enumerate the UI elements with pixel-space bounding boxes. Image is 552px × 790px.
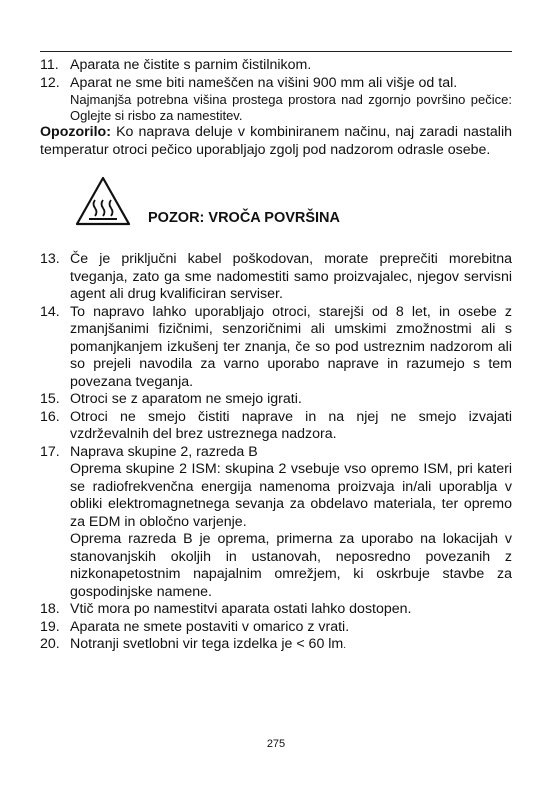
list-item-17 (40, 444, 512, 602)
list-item-11 (40, 57, 512, 75)
item-text: Otroci ne smejo čistiti naprave in na njej ne smejo izvajati vzdrževalnih del brez ustreznega nadzora. (70, 408, 512, 442)
warning-text: Ko naprava deluje v kombiniranem načinu, naj zaradi nastalih temperatur otroci pečico uporabljajo zgolj pod nadzorom odrasle osebe. (40, 124, 512, 158)
item-number: 18. (40, 601, 60, 617)
item-note: Najmanjša potrebna višina prostega prostora nad zgornjo površino pečice: Oglejte si risbo za namestitev. (70, 92, 512, 123)
item-text: Če je priključni kabel poškodovan, morate preprečiti morebitna tveganja, zato ga sme nadomestiti samo proizvajalec, njegov servisni agent ali drug kvalificiran serviser. (70, 251, 512, 302)
item-body (70, 75, 512, 125)
list-item-19 (40, 619, 512, 637)
item-title: Naprava skupine 2, razreda B (70, 443, 258, 460)
item-text: Notranji svetlobni vir tega izdelka je < 60 lm (70, 636, 344, 652)
item-body (70, 444, 512, 602)
item-number: 11. (40, 57, 59, 73)
list-item-16 (40, 409, 512, 444)
document-body (40, 57, 512, 655)
item-text: Aparat ne sme biti nameščen na višini 900 mm ali višje od tal. (70, 74, 458, 91)
item-number: 17. (40, 443, 60, 460)
item-number: 13. (40, 251, 60, 267)
item-text: Aparata ne čistite s parnim čistilnikom. (70, 57, 312, 73)
item-paragraph-ism: Oprema skupine 2 ISM: skupina 2 vsebuje vso opremo ISM, pri kateri se radiofrekvenčna energija namenoma proizvaja in/ali uporablja v obliki elektromagnetnega sevanja za obdelavo materiala, ter opremo za EDM in obločno varjenje. (70, 461, 512, 530)
list-item-13 (40, 251, 512, 304)
item-number: 20. (40, 636, 60, 652)
list-item-20 (40, 636, 512, 655)
item-end: . (343, 640, 347, 651)
item-number: 12. (40, 74, 60, 91)
item-number: 15. (40, 391, 60, 407)
item-body (70, 636, 512, 655)
item-number: 16. (40, 408, 60, 425)
hot-surface-warning-icon (75, 176, 131, 226)
list-item-15 (40, 391, 512, 409)
warning-paragraph (40, 124, 512, 159)
page-number: 275 (266, 738, 286, 750)
item-text: Vtič mora po namestitvi aparata ostati lahko dostopen. (70, 601, 412, 617)
header-rule (40, 51, 512, 52)
item-text: Aparata ne smete postaviti v omarico z vrati. (70, 618, 350, 635)
list-item-18 (40, 601, 512, 619)
list-item-14 (40, 304, 512, 392)
list-item-12 (40, 75, 512, 125)
item-text: Otroci se z aparatom ne smejo igrati. (70, 391, 302, 407)
item-number: 14. (40, 303, 60, 320)
hot-surface-notice (40, 159, 512, 251)
warning-label: Opozorilo: (40, 124, 111, 140)
item-number: 19. (40, 618, 60, 635)
item-text: To napravo lahko uporabljajo otroci, starejši od 8 let, in osebe z zmanjšanimi fizičnimi, senzoričnimi ali umskimi zmožnostmi ali s pomanjkanjem izkušenj ter znanja, če so pod ustreznim nadzorom ali so prejeli navodila za varno uporabo naprave in razumejo s tem povezana tveganja. (70, 303, 512, 390)
item-paragraph-class-b: Oprema razreda B je oprema, primerna za uporabo na lokacijah v stanovanjskih okoljih in ustanovah, neposredno povezanih z nizkonapetostnim napajalnim omrežjem, ki oskrbuje stavbe za gospodinjske namene. (70, 531, 512, 600)
hot-surface-label: POZOR: VROČA POVRŠINA (148, 210, 341, 226)
